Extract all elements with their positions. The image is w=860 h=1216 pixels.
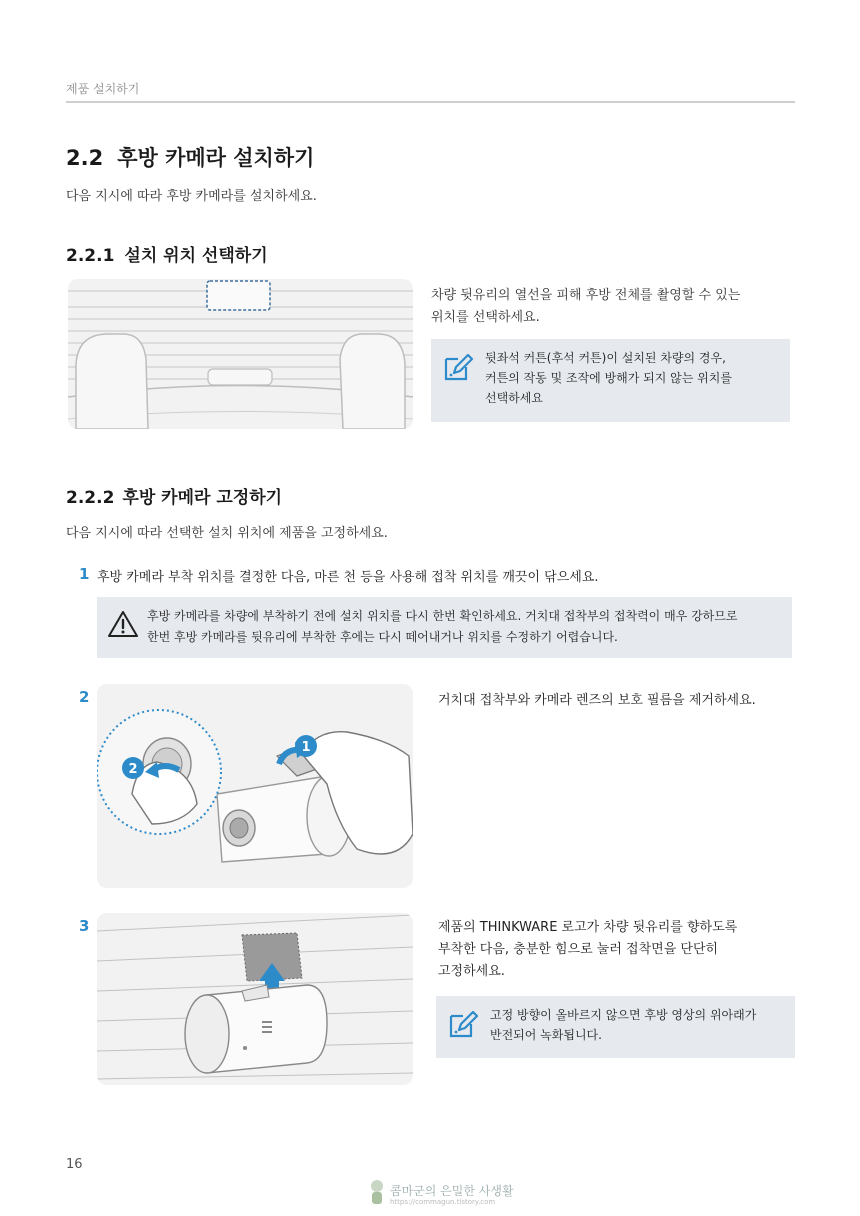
watermark — [368, 1178, 514, 1212]
step-number-2: 2 — [79, 688, 90, 706]
subsection-intro: 다음 지시에 따라 선택한 설치 위치에 제품을 고정하세요. — [66, 526, 388, 541]
section-number: 2.2 — [66, 146, 104, 170]
subsection-title: 설치 위치 선택하기 — [124, 246, 268, 266]
section-intro: 다음 지시에 따라 후방 카메라를 설치하세요. — [66, 189, 317, 204]
step-number-1: 1 — [79, 565, 90, 583]
page-number: 16 — [66, 1157, 83, 1172]
warning-line: 후방 카메라를 차량에 부착하기 전에 설치 위치를 다시 한번 확인하세요. 거치대 접착부의 접착력이 매우 강하므로 — [147, 609, 738, 623]
watermark-text: 콤마군의 은밀한 사생활 — [390, 1184, 514, 1198]
note-line: 선택하세요 — [485, 391, 543, 405]
warning-line: 한번 후방 카메라를 뒷유리에 부착한 후에는 다시 떼어내거나 위치를 수정하기 어렵습니다. — [147, 630, 618, 644]
subsection-number: 2.2.2 — [66, 488, 115, 508]
subsection-number: 2.2.1 — [66, 246, 115, 266]
subsection-title: 후방 카메라 고정하기 — [122, 488, 283, 508]
text-line: 제품의 THINKWARE 로고가 차량 뒷유리를 향하도록 — [438, 920, 738, 935]
step-number-3: 3 — [79, 917, 90, 935]
attach-camera-illustration — [97, 913, 413, 1085]
note-box-curtain — [431, 339, 790, 422]
mascot-icon — [368, 1178, 386, 1208]
header-divider — [66, 101, 795, 103]
warning-triangle-icon — [107, 609, 139, 639]
section-title: 후방 카메라 설치하기 — [117, 146, 315, 170]
note-line: 커튼의 작동 및 조작에 방해가 되지 않는 위치를 — [485, 371, 732, 385]
warning-box — [97, 597, 792, 658]
pencil-note-icon — [447, 1008, 479, 1040]
note-line: 고정 방향이 올바르지 않으면 후방 영상의 위아래가 — [490, 1008, 757, 1022]
location-instruction — [431, 285, 791, 329]
callout-1: 1 — [301, 740, 311, 755]
text-line: 위치를 선택하세요. — [431, 310, 540, 325]
step-text-3 — [438, 917, 798, 983]
rear-window-illustration — [68, 279, 413, 429]
text-line: 차량 뒷유리의 열선을 피해 후방 전체를 촬영할 수 있는 — [431, 288, 741, 303]
note-box-orientation — [436, 996, 795, 1058]
watermark-url: https://commagun.tistory.com — [390, 1198, 496, 1206]
text-line: 부착한 다음, 충분한 힘으로 눌러 접착면을 단단히 — [438, 942, 719, 957]
note-line: 반전되어 녹화됩니다. — [490, 1028, 602, 1042]
note-line: 뒷좌석 커튼(후석 커튼)이 설치된 차량의 경우, — [485, 351, 726, 365]
step-text-1: 후방 카메라 부착 위치를 결정한 다음, 마른 천 등을 사용해 접착 위치를 깨끗이 닦으세요. — [97, 570, 599, 585]
subsection-heading-1 — [66, 241, 268, 266]
step-text-2: 거치대 접착부와 카메라 렌즈의 보호 필름을 제거하세요. — [438, 693, 756, 708]
remove-film-illustration — [97, 684, 413, 888]
callout-2: 2 — [128, 762, 138, 777]
text-line: 고정하세요. — [438, 964, 505, 979]
running-header: 제품 설치하기 — [66, 82, 140, 96]
section-heading — [66, 142, 314, 172]
pencil-note-icon — [442, 351, 474, 383]
subsection-heading-2 — [66, 483, 282, 508]
